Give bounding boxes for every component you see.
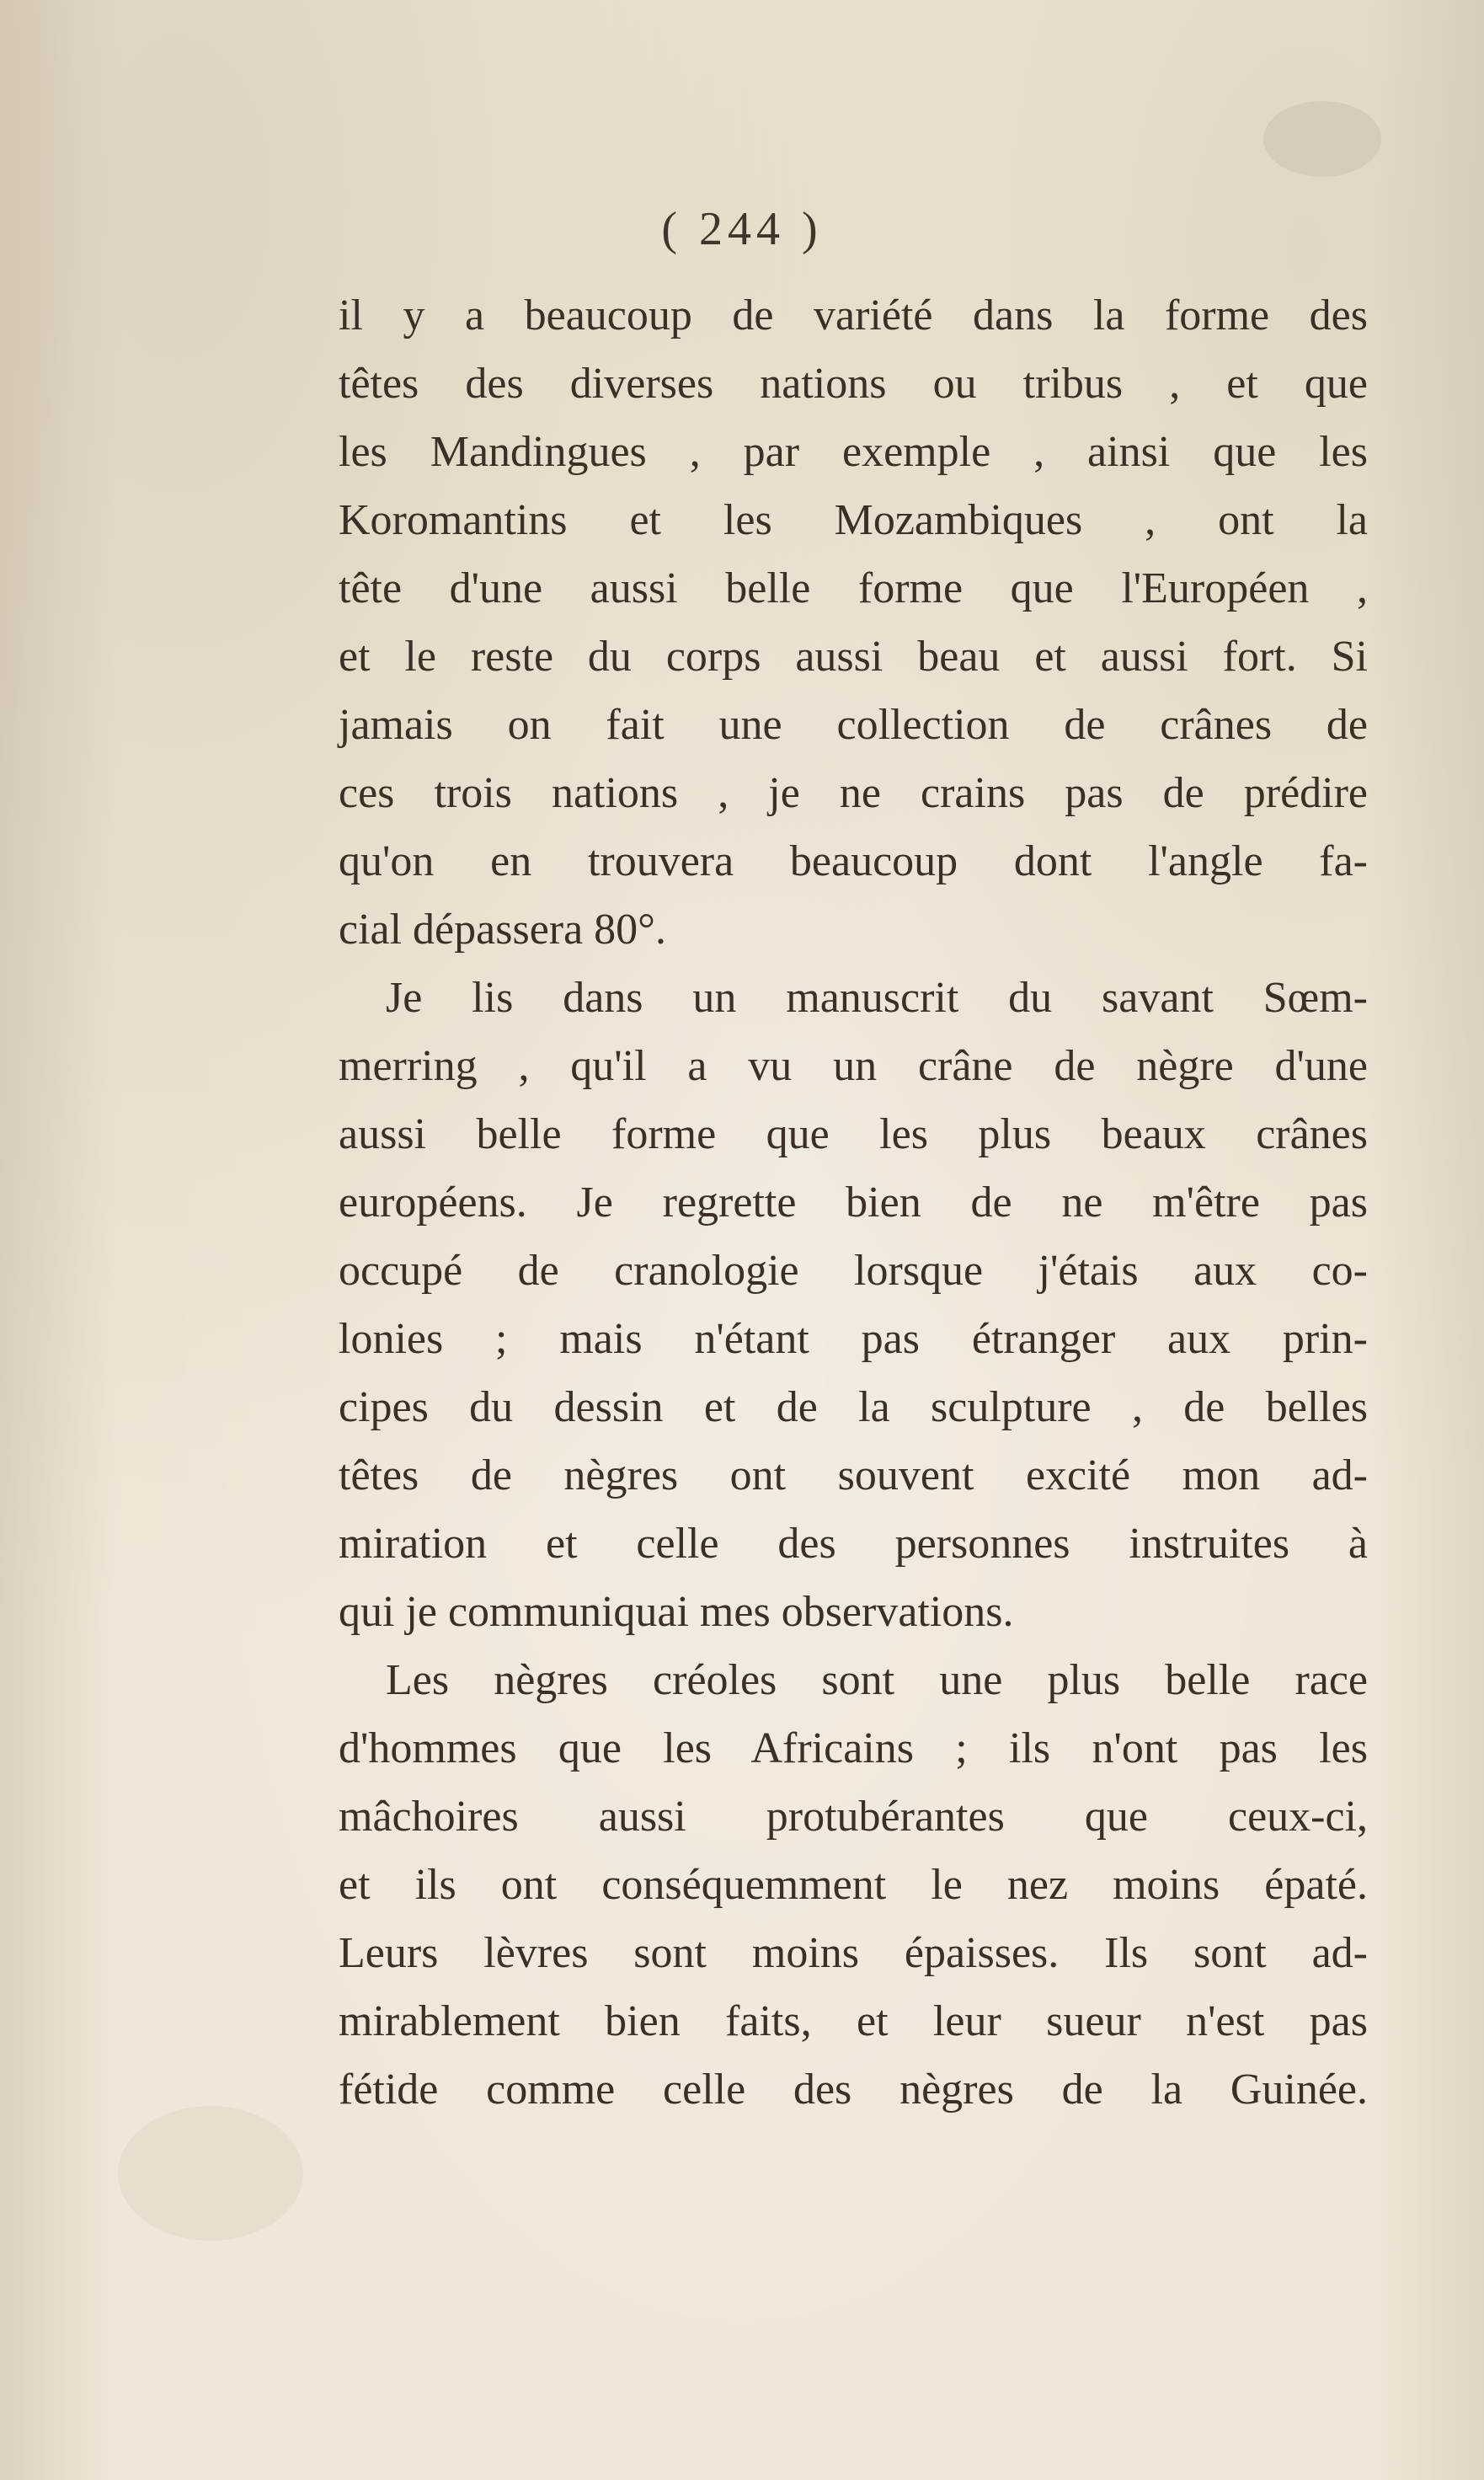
text-line: cipes du dessin et de la sculpture , de belles [339, 1383, 1368, 1431]
paper-stain [1263, 101, 1381, 177]
text-line: Je lis dans un manuscrit du savant Sœm- [386, 974, 1368, 1022]
text-line: Koromantins et les Mozambiques , ont la [339, 496, 1368, 544]
text-line: cial dépassera 80°. [339, 906, 666, 954]
text-line: Les nègres créoles sont une plus belle race [386, 1656, 1368, 1704]
text-line: qu'on en trouvera beaucoup dont l'angle fa- [339, 837, 1368, 885]
page-number: ( 244 ) [661, 203, 823, 255]
text-line: lonies ; mais n'étant pas étranger aux prin- [339, 1315, 1368, 1363]
text-line: têtes des diverses nations ou tribus , et que [339, 360, 1368, 408]
body-text [339, 281, 1368, 2124]
text-line: fétide comme celle des nègres de la Guinée. [339, 2066, 1368, 2114]
text-line: jamais on fait une collection de crânes de [339, 701, 1368, 749]
text-line: ces trois nations , je ne crains pas de prédire [339, 769, 1368, 817]
text-line: et ils ont conséquemment le nez moins épaté. [339, 1861, 1368, 1909]
text-line: mâchoires aussi protubérantes que ceux-ci, [339, 1793, 1368, 1841]
text-line: mirablement bien faits, et leur sueur n'est pas [339, 1997, 1368, 2045]
text-line: miration et celle des personnes instruites à [339, 1520, 1368, 1568]
text-line: occupé de cranologie lorsque j'étais aux co- [339, 1247, 1368, 1295]
text-line: d'hommes que les Africains ; ils n'ont pas les [339, 1724, 1368, 1772]
text-line: Leurs lèvres sont moins épaisses. Ils sont ad- [339, 1929, 1368, 1977]
text-line: les Mandingues , par exemple , ainsi que les [339, 428, 1368, 476]
text-line: européens. Je regrette bien de ne m'être pas [339, 1179, 1368, 1227]
text-line: qui je communiquai mes observations. [339, 1588, 1014, 1636]
text-line: merring , qu'il a vu un crâne de nègre d'une [339, 1042, 1368, 1090]
text-line: et le reste du corps aussi beau et aussi fort. Si [339, 633, 1368, 681]
text-line: aussi belle forme que les plus beaux crânes [339, 1110, 1368, 1158]
text-line: il y a beaucoup de variété dans la forme des [339, 291, 1368, 339]
text-line: tête d'une aussi belle forme que l'Européen , [339, 564, 1368, 612]
text-line: têtes de nègres ont souvent excité mon ad- [339, 1451, 1368, 1499]
paper-stain [118, 2106, 303, 2241]
